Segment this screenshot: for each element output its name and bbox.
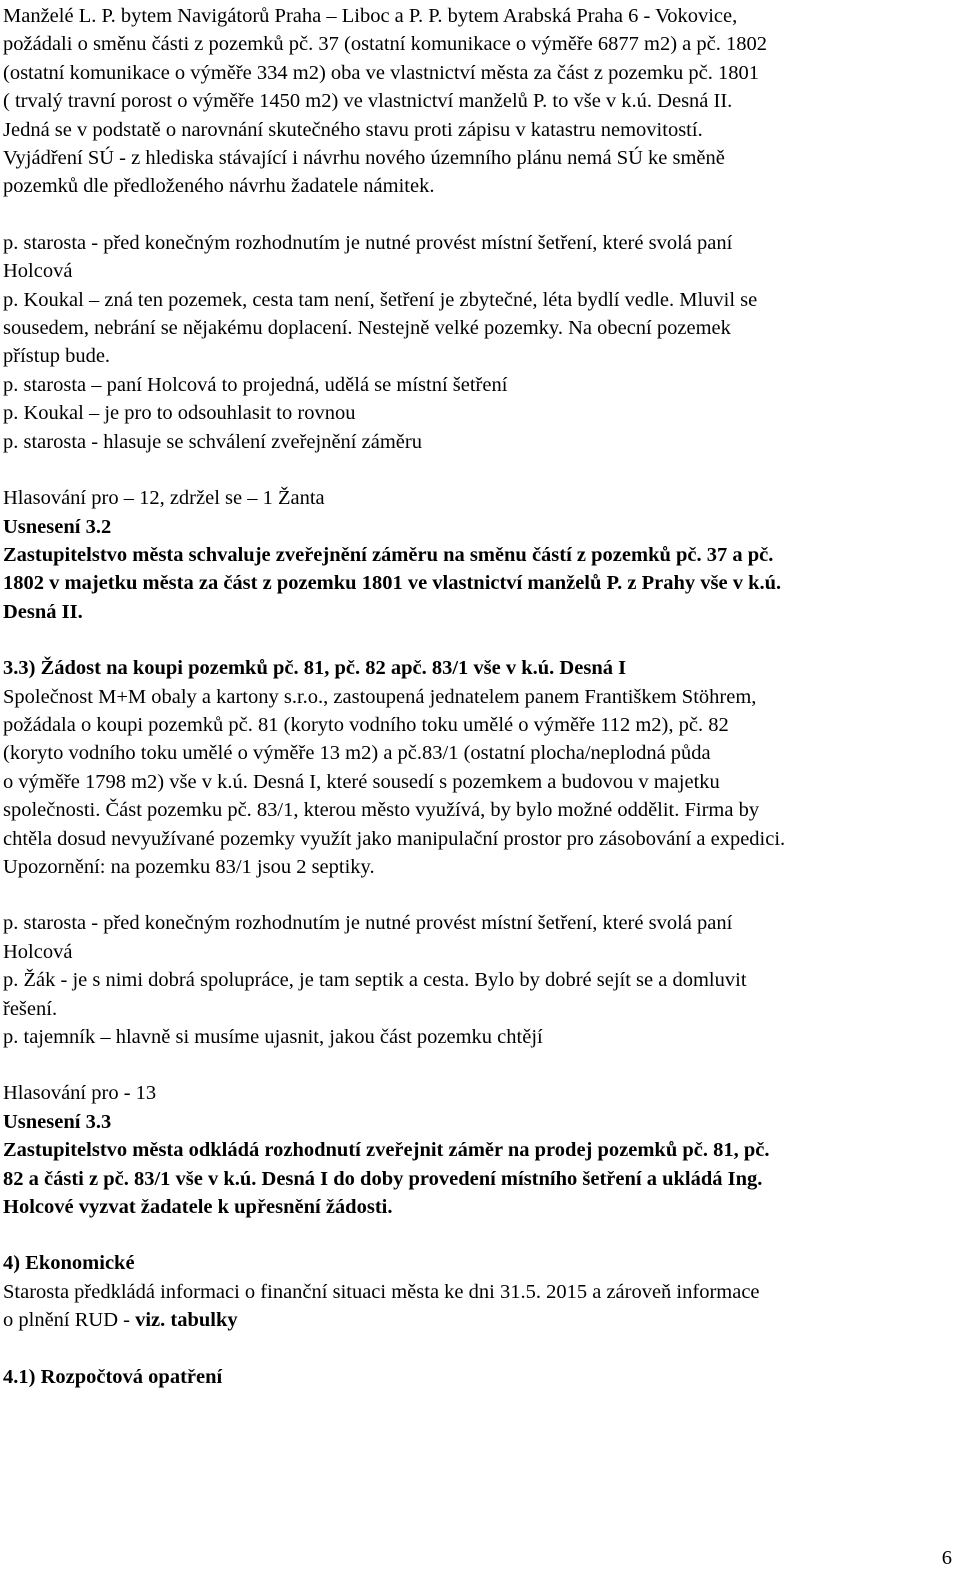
discussion-2 xyxy=(3,909,953,1051)
resolution-text-2 xyxy=(3,1136,953,1221)
text-line: Desná II. xyxy=(3,600,83,623)
text-line: 1802 v majetku města za část z pozemku 1801 ve vlastnictví manželů P. z Prahy vše v k.ú. xyxy=(3,572,782,595)
text-line: sousedem, nebrání se nějakému doplacení. Nestejně velké pozemky. Na obecní pozemek xyxy=(3,317,731,340)
resolution-title-2: Usnesení 3.3 xyxy=(3,1110,112,1133)
section-heading-3-3: 3.3) Žádost na koupi pozemků pč. 81, pč. 82 apč. 83/1 vše v k.ú. Desná I xyxy=(3,657,627,680)
text-line: p. Žák - je s nimi dobrá spolupráce, je tam septik a cesta. Bylo by dobré sejít se a domluvit xyxy=(3,969,747,992)
text-line: Vyjádření SÚ - z hlediska stávající i návrhu nového územního plánu nemá SÚ ke směně xyxy=(3,147,725,170)
text-line: p. starosta - před konečným rozhodnutím je nutné provést místní šetření, které svolá paní xyxy=(3,231,733,254)
text-line: pozemků dle předloženého návrhu žadatele námitek. xyxy=(3,175,435,198)
text-span: o plnění RUD - xyxy=(3,1309,136,1332)
text-line: přístup bude. xyxy=(3,345,111,368)
resolution-text-1 xyxy=(3,541,953,626)
text-line: p. tajemník – hlavně si musíme ujasnit, jakou část pozemku chtějí xyxy=(3,1026,543,1048)
text-line: požádala o koupi pozemků pč. 81 (koryto vodního toku umělé o výměře 112 m2), pč. 82 xyxy=(3,713,729,736)
document-page xyxy=(3,2,953,1391)
text-line: Zastupitelstvo města schvaluje zveřejnění záměru na směnu částí z pozemků pč. 37 a pč. xyxy=(3,543,774,566)
spacer xyxy=(3,1221,953,1249)
text-line: Manželé L. P. bytem Navigátorů Praha – Liboc a P. P. bytem Arabská Praha 6 - Vokovice, xyxy=(3,5,738,27)
text-line: 82 a části z pč. 83/1 vše v k.ú. Desná I do doby provedení místního šetření a ukládá Ing. xyxy=(3,1167,763,1190)
section-3-3-text xyxy=(3,683,953,882)
text-line: požádali o směnu části z pozemků pč. 37 (ostatní komunikace o výměře 6877 m2) a pč. 1802 xyxy=(3,33,767,56)
text-line: řešení. xyxy=(3,997,58,1020)
spacer xyxy=(3,456,953,484)
text-line: Holcová xyxy=(3,940,73,963)
spacer xyxy=(3,1051,953,1079)
text-line: o výměře 1798 m2) vše v k.ú. Desná I, které sousedí s pozemkem a budovou v majetku xyxy=(3,770,720,793)
text-line: p. starosta - hlasuje se schválení zveřejnění záměru xyxy=(3,430,422,453)
text-line: p. starosta - před konečným rozhodnutím je nutné provést místní šetření, které svolá paní xyxy=(3,912,733,935)
discussion-1 xyxy=(3,229,953,456)
section-heading-4: 4) Ekonomické xyxy=(3,1252,135,1275)
text-line: Zastupitelstvo města odkládá rozhodnutí zveřejnit záměr na prodej pozemků pč. 81, pč. xyxy=(3,1139,770,1162)
text-line: Holcová xyxy=(3,260,73,283)
text-line: společnosti. Část pozemku pč. 83/1, kterou město využívá, by bylo možné oddělit. Firma by xyxy=(3,799,760,822)
text-line: p. starosta – paní Holcová to projedná, udělá se místní šetření xyxy=(3,373,508,396)
vote-result-1: Hlasování pro – 12, zdržel se – 1 Žanta xyxy=(3,487,325,510)
text-line xyxy=(3,1306,953,1334)
resolution-title-1: Usnesení 3.2 xyxy=(3,515,112,538)
text-line: (ostatní komunikace o výměře 334 m2) oba ve vlastnictví města za část z pozemku pč. 1801 xyxy=(3,61,759,84)
text-line: Upozornění: na pozemku 83/1 jsou 2 septiky. xyxy=(3,855,375,878)
spacer xyxy=(3,881,953,909)
page-number: 6 xyxy=(941,1547,952,1569)
spacer xyxy=(3,201,953,229)
text-line: Společnost M+M obaly a kartony s.r.o., zastoupená jednatelem panem Františkem Stöhrem, xyxy=(3,685,757,708)
section-heading-4-1: 4.1) Rozpočtová opatření xyxy=(3,1365,223,1388)
spacer xyxy=(3,1335,953,1363)
text-line: p. Koukal – je pro to odsouhlasit to rovnou xyxy=(3,402,356,425)
text-line: Starosta předkládá informaci o finanční situaci města ke dni 31.5. 2015 a zároveň informace xyxy=(3,1280,760,1303)
vote-result-2: Hlasování pro - 13 xyxy=(3,1082,157,1105)
text-line: p. Koukal – zná ten pozemek, cesta tam není, šetření je zbytečné, léta bydlí vedle. Mluvil se xyxy=(3,288,758,311)
text-line: chtěla dosud nevyužívané pozemky využít jako manipulační prostor pro zásobování a expedici. xyxy=(3,827,786,850)
spacer xyxy=(3,626,953,654)
text-line: Jedná se v podstatě o narovnání skutečného stavu proti zápisu v katastru nemovitostí. xyxy=(3,118,703,141)
text-line: ( trvalý travní porost o výměře 1450 m2) ve vlastnictví manželů P. to vše v k.ú. Desná II. xyxy=(3,90,733,113)
intro-paragraph xyxy=(3,2,953,201)
table-reference: viz. tabulky xyxy=(135,1309,238,1332)
text-line: (koryto vodního toku umělé o výměře 13 m2) a pč.83/1 (ostatní plocha/neplodná půda xyxy=(3,742,711,765)
text-line: Holcové vyzvat žadatele k upřesnění žádosti. xyxy=(3,1196,393,1219)
